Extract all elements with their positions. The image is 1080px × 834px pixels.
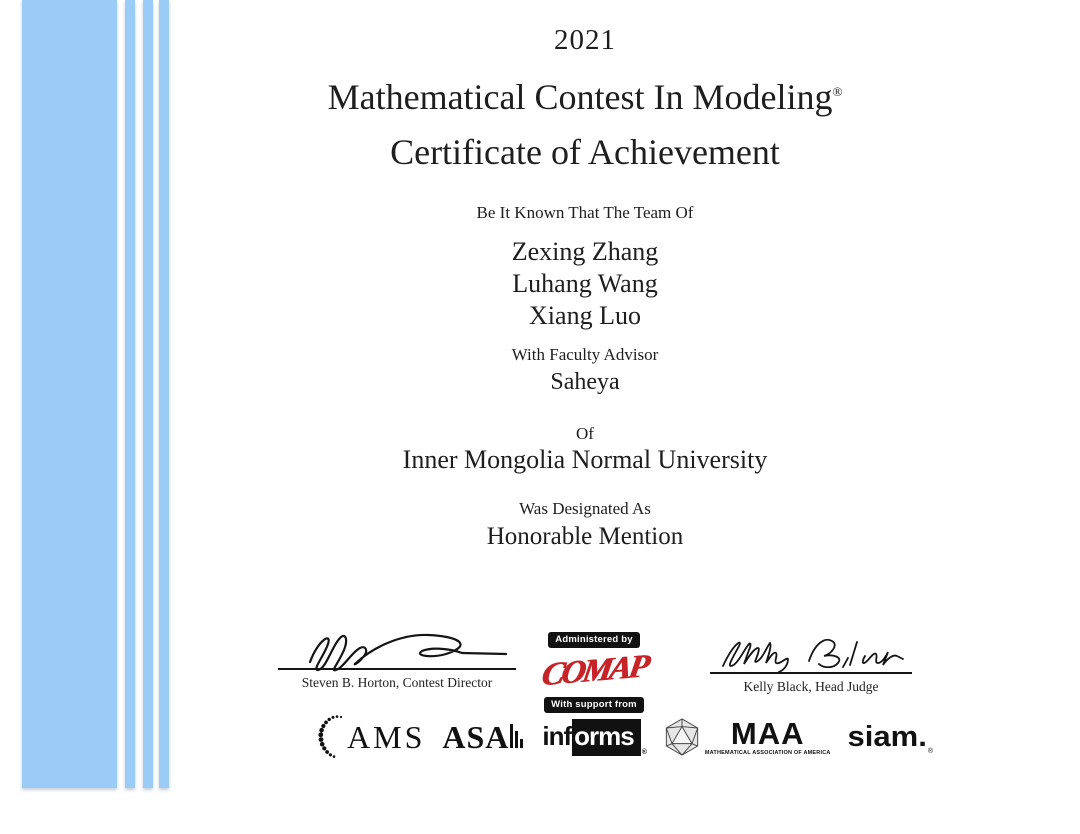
- contest-director-signature-icon: [282, 626, 512, 672]
- head-judge-caption: Kelly Black, Head Judge: [743, 679, 879, 694]
- informs-logo-text-left: inf: [542, 720, 572, 751]
- left-thin-stripe-2: [143, 0, 153, 788]
- ams-dotted-arc-icon: [317, 714, 345, 760]
- head-judge-signature-block: [710, 634, 912, 695]
- asa-logo: [442, 719, 525, 756]
- maa-text-column: [704, 715, 831, 757]
- certificate-subtitle: Certificate of Achievement: [390, 132, 780, 172]
- contest-title-text: Mathematical Contest In Modeling: [327, 77, 833, 117]
- informs-registered-mark: ®: [641, 748, 646, 756]
- maa-logo-subtext: MATHEMATICAL ASSOCIATION OF AMERICA: [704, 749, 831, 756]
- team-member-name: Zexing Zhang: [511, 237, 659, 266]
- contest-title: [160, 76, 1010, 118]
- designation-award: Honorable Mention: [486, 523, 684, 550]
- contest-year: 2021: [554, 24, 616, 56]
- contest-director-caption: Steven B. Horton, Contest Director: [301, 675, 493, 690]
- informs-logo-text-right: orms: [572, 719, 641, 756]
- team-member-name: Xiang Luo: [529, 301, 641, 330]
- left-wide-blue-band: [22, 0, 117, 788]
- administered-by-badge: Administered by: [548, 632, 639, 648]
- team-member-name: Luhang Wang: [512, 269, 658, 298]
- siam-logo: [848, 719, 933, 755]
- ams-logo: [317, 714, 425, 760]
- head-judge-signature-icon: [713, 634, 909, 676]
- asa-logo-text: ASA: [442, 718, 510, 755]
- siam-registered-mark: ®: [927, 748, 933, 755]
- left-thin-stripe-1: [125, 0, 135, 788]
- registered-trademark-mark: ®: [832, 84, 843, 99]
- signature-rule-left: [278, 668, 516, 670]
- team-intro-line: Be It Known That The Team Of: [476, 203, 694, 222]
- maa-logo: [663, 715, 831, 757]
- team-member-list: [160, 236, 1010, 332]
- with-support-from-badge: With support from: [544, 697, 644, 713]
- informs-logo: [542, 719, 646, 756]
- siam-logo-text: siam.: [847, 720, 927, 753]
- signature-rule-right: [710, 672, 912, 674]
- comap-logo: COMAP: [538, 648, 649, 694]
- asa-bars-icon: [509, 722, 525, 752]
- contest-director-signature-block: [278, 626, 516, 691]
- of-label: Of: [576, 424, 594, 443]
- maa-icosahedron-icon: [663, 718, 701, 756]
- designation-intro-line: Was Designated As: [519, 499, 651, 518]
- sponsor-logo-row: [170, 710, 1080, 764]
- maa-logo-text: MAA: [730, 715, 805, 751]
- certificate-content: [160, 0, 1010, 620]
- advisor-intro-line: With Faculty Advisor: [511, 345, 659, 364]
- institution-name: Inner Mongolia Normal University: [402, 445, 768, 474]
- comap-block: [538, 629, 650, 713]
- advisor-name: Saheya: [550, 369, 620, 395]
- ams-logo-text: AMS: [347, 718, 426, 755]
